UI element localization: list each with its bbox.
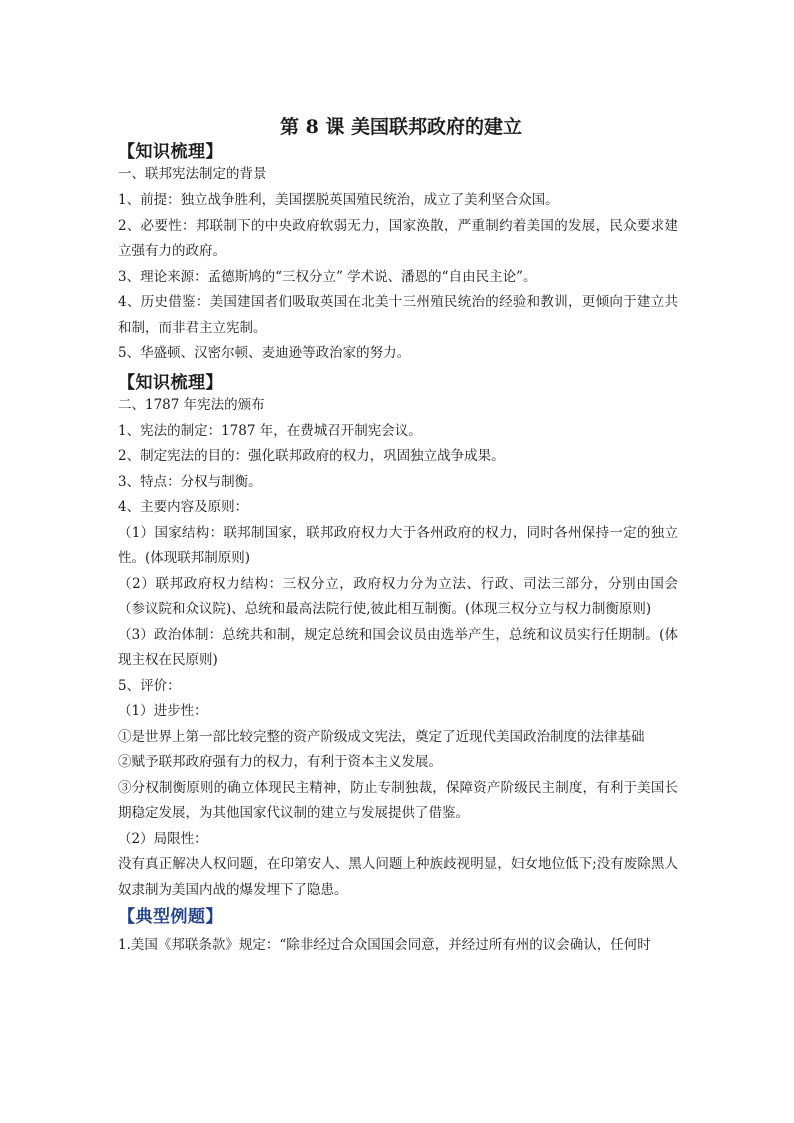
list-item: 2、必要性：邦联制下的中央政府软弱无力，国家涣散，严重制约着美国的发展，民众要求建立强有力的政府。 — [118, 217, 678, 259]
list-item: 4、历史借鉴：美国建国者们吸取英国在北美十三州殖民统治的经验和教训，更倾向于建立共和制，而非君主立宪制。 — [118, 294, 678, 336]
section-subheading: 一、联邦宪法制定的背景 — [118, 166, 267, 182]
list-item: 没有真正解决人权问题，在印第安人、黑人问题上种族歧视明显，妇女地位低下;没有废除黑人奴隶制为美国内战的爆发埋下了隐患。 — [118, 856, 678, 898]
list-item: （1）进步性： — [118, 703, 208, 719]
section-constitution — [118, 371, 678, 904]
list-item: 3、特点：分权与制衡。 — [118, 473, 262, 490]
section-background — [118, 140, 678, 367]
section-heading: 【知识梳理】 — [118, 372, 223, 393]
list-item: 1、前提：独立战争胜利，美国摆脱英国殖民统治，成立了美利坚合众国。 — [118, 192, 559, 208]
list-item: （3）政治体制：总统共和制，规定总统和国会议员由选举产生，总统和议员实行任期制。(体现主权在民原则) — [118, 626, 678, 668]
list-item: （2）联邦政府权力结构：三权分立，政府权力分为立法、行政、司法三部分，分别由国会（参议院和众议院)、总统和最高法院行使,彼此相互制衡。(体现三权分立与权力制衡原则) — [118, 575, 678, 617]
list-item: 4、主要内容及原则： — [118, 499, 249, 515]
section-heading: 【知识梳理】 — [118, 142, 223, 162]
list-item: ③分权制衡原则的确立体现民主精神，防止专制独裁，保障资产阶级民主制度，有利于美国长期稳定发展，为其他国家代议制的建立与发展提供了借鉴。 — [118, 779, 678, 821]
list-item: 1、宪法的制定：1787 年，在费城召开制宪会议。 — [118, 422, 422, 439]
list-item: 5、华盛顿、汉密尔顿、麦迪逊等政治家的努力。 — [118, 345, 411, 361]
document-page — [118, 114, 678, 959]
list-item: （1）国家结构：联邦制国家，联邦政府权力大于各州政府的权力，同时各州保持一定的独立性。(体现联邦制原则) — [118, 524, 678, 566]
list-item: （2）局限性： — [118, 830, 208, 847]
list-item: 2、制定宪法的目的：强化联邦政府的权力，巩固独立战争成果。 — [118, 448, 505, 464]
list-item: ①是世界上第一部比较完整的资产阶级成文宪法，奠定了近现代美国政治制度的法律基础 — [118, 728, 645, 745]
section-subheading: 二、1787 年宪法的颁布 — [118, 396, 265, 413]
list-item: ②赋予联邦政府强有力的权力，有利于资本主义发展。 — [118, 754, 442, 770]
question-item: 1.美国《邦联条款》规定：“除非经过合众国国会同意，并经过所有州的议会确认，任何时 — [118, 937, 651, 953]
list-item: 5、评价： — [118, 677, 181, 694]
list-item: 3、理论来源：孟德斯鸠的“三权分立” 学术说、潘恩的“自由民主论”。 — [118, 268, 537, 285]
lesson-title: 第 8 课 美国联邦政府的建立 — [279, 116, 523, 138]
section-examples — [118, 905, 678, 959]
section-heading: 【典型例题】 — [118, 907, 223, 927]
